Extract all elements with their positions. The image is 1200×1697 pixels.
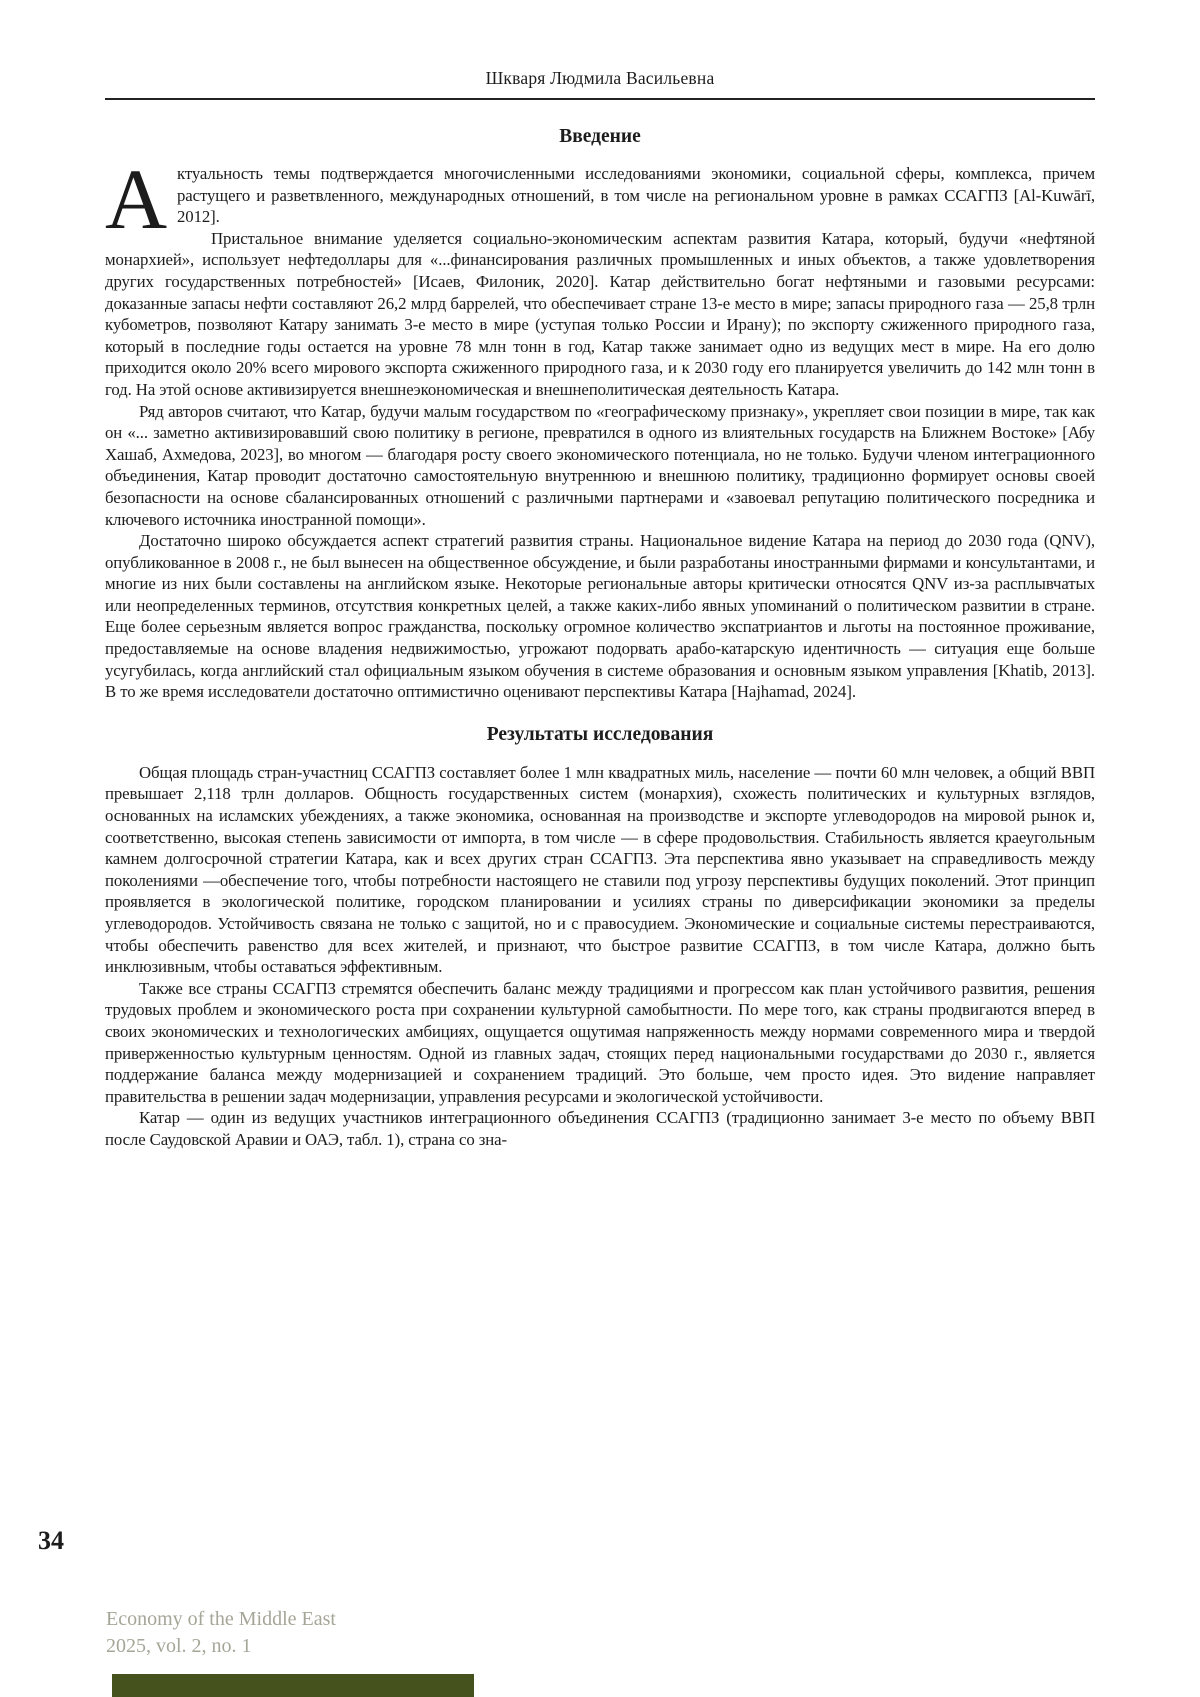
running-head-author: Шкваря Людмила Васильевна xyxy=(485,68,715,88)
section-heading-results: Результаты исследования xyxy=(486,723,714,745)
paragraph-intro-4: Достаточно широко обсуждается аспект стратегий развития страны. Национальное видение Катара на период до 2030 года (QNV), опубликованное в 2008 г., не был вынесен на общественное обсуждение, и были разработаны иностранными фирмами и консультантами, и многие из них были составлены на английском языке. Некоторые региональные авторы критически относятся QNV из-за расплывчатых или неопределенных терминов, отсутствия конкретных целей, а также каких-либо явных упоминаний о политическом развитии в стране. Еще более серьезным является вопрос гражданства, поскольку огромное количество экспатриантов и льготы на постоянное проживание, предоставляемые на основе владения недвижимостью, угрожают подорвать арабо-катарскую идентичность — ситуация еще больше усугубилась, когда английский стал официальным языком обучения в системе образования и основным языком управления [Khatib, 2013]. В то же время исследователи достаточно оптимистично оценивают перспективы Катара [Hajhamad, 2024]. xyxy=(105,531,1095,702)
paragraph-intro-1-text: ктуальность темы подтверждается многочисленными исследованиями экономики, социальной сферы, комплекса, причем растущего и разветвленного, международных отношений, в том числе на региональном уровне в рамках ССАГПЗ [Al-Kuwārī, 2012]. xyxy=(177,164,1095,227)
paragraph-results-1: Общая площадь стран-участниц ССАГПЗ составляет более 1 млн квадратных миль, население — почти 60 млн человек, а общий ВВП превышает 2,118 трлн долларов. Общность государственных систем (монархия), схожесть политических и культурных взглядов, основанных на исламских убеждениях, а также экономика, основанная на производстве и экспорте углеводородов на мировой рынок и, соответственно, высокая степень зависимости от импорта, в том числе — в сфере продовольствия. Стабильность является краеугольным камнем долгосрочной стратегии Катара, как и всех других стран ССАГПЗ. Эта перспектива явно указывает на справедливость между поколениями —обеспечение того, чтобы потребности настоящего не ставили под угрозу перспективы будущих поколений. Этот принцип проявляется в экологической политике, городском планировании и усилиях страны по диверсификации экономики за пределы углеводородов. Устойчивость связана не только с защитой, но и с правосудием. Экономические и социальные системы перестраиваются, чтобы обеспечить равенство для всех жителей, и признают, что быстрое развитие ССАГПЗ, в том числе Катара, должно быть инклюзивным, чтобы оставаться эффективным. xyxy=(105,762,1095,977)
journal-issue: 2025, vol. 2, no. 1 xyxy=(106,1635,252,1657)
paragraph-intro-3: Ряд авторов считают, что Катар, будучи малым государством по «географическому признаку», укрепляет свои позиции в мире, так как он «... заметно активизировавший свою политику в регионе, превратился в одного из влиятельных государств на Ближнем Востоке» [Абу Хашаб, Ахмедова, 2023], во многом — благодаря росту своего экономического потенциала, но не только. Будучи членом интеграционного объединения, Катар проводит достаточно самостоятельную внутреннюю и внешнюю политику, традиционно формирует основы своей безопасности на основе сбалансированных отношений с различными партнерами и «завоевал репутацию политического посредника и ключевого источника иностранной помощи». xyxy=(105,401,1095,529)
section-heading-introduction: Введение xyxy=(559,126,641,147)
paragraph-results-3: Катар — один из ведущих участников интеграционного объединения ССАГПЗ (традиционно занимает 3-е место по объему ВВП после Саудовской Аравии и ОАЭ, табл. 1), страна со зна- xyxy=(105,1108,1095,1149)
page-number: 34 xyxy=(38,1526,64,1555)
article-content xyxy=(105,68,1095,1151)
journal-footer xyxy=(106,1606,336,1660)
drop-cap: А xyxy=(105,151,168,247)
footer-accent-bar xyxy=(112,1674,474,1697)
article-text xyxy=(105,100,1095,1151)
paragraph-intro-1 xyxy=(105,151,1095,247)
paragraph-intro-2: Пристальное внимание уделяется социально-экономическим аспектам развития Катара, который, будучи «нефтяной монархией», использует нефтедоллары для «...финансирования различных промышленных и иных объектов, а также удовлетворения других государственных потребностей» [Исаев, Филоник, 2020]. Катар действительно богат нефтяными и газовыми ресурсами: доказанные запасы нефти составляют 26,2 млрд баррелей, что обеспечивает стране 13-е место в мире; запасы природного газа — 25,8 трлн кубометров, позволяют Катару занимать 3-е место в мире (уступая только России и Ирану); по экспорту сжиженного природного газа, который в последние годы остается на уровне 78 млн тонн в год, Катар также занимает одно из ведущих мест в мире. На его долю приходится около 20% всего мирового экспорта сжиженного природного газа, и к 2030 году его планируется увеличить до 142 млн тонн в год. На этой основе активизируется внешнеэкономическая и внешнеполитическая деятельность Катара. xyxy=(105,228,1095,399)
journal-name: Economy of the Middle East xyxy=(106,1608,336,1630)
paragraph-results-2: Также все страны ССАГПЗ стремятся обеспечить баланс между традициями и прогрессом как план устойчивого развития, решения трудовых проблем и экономического роста при сохранении культурной самобытности. По мере того, как страны продвигаются вперед в своих экономических и технологических амбициях, ощущается ощутимая напряженность между нормами современного мира и твердой приверженностью культурным ценностям. Одной из главных задач, стоящих перед национальными государствами до 2030 г., является поддержание баланса между модернизацией и сохранением традиций. Это больше, чем просто идея. Это видение направляет правительства в решении задач модернизации, управления ресурсами и экологической устойчивости. xyxy=(105,978,1095,1106)
